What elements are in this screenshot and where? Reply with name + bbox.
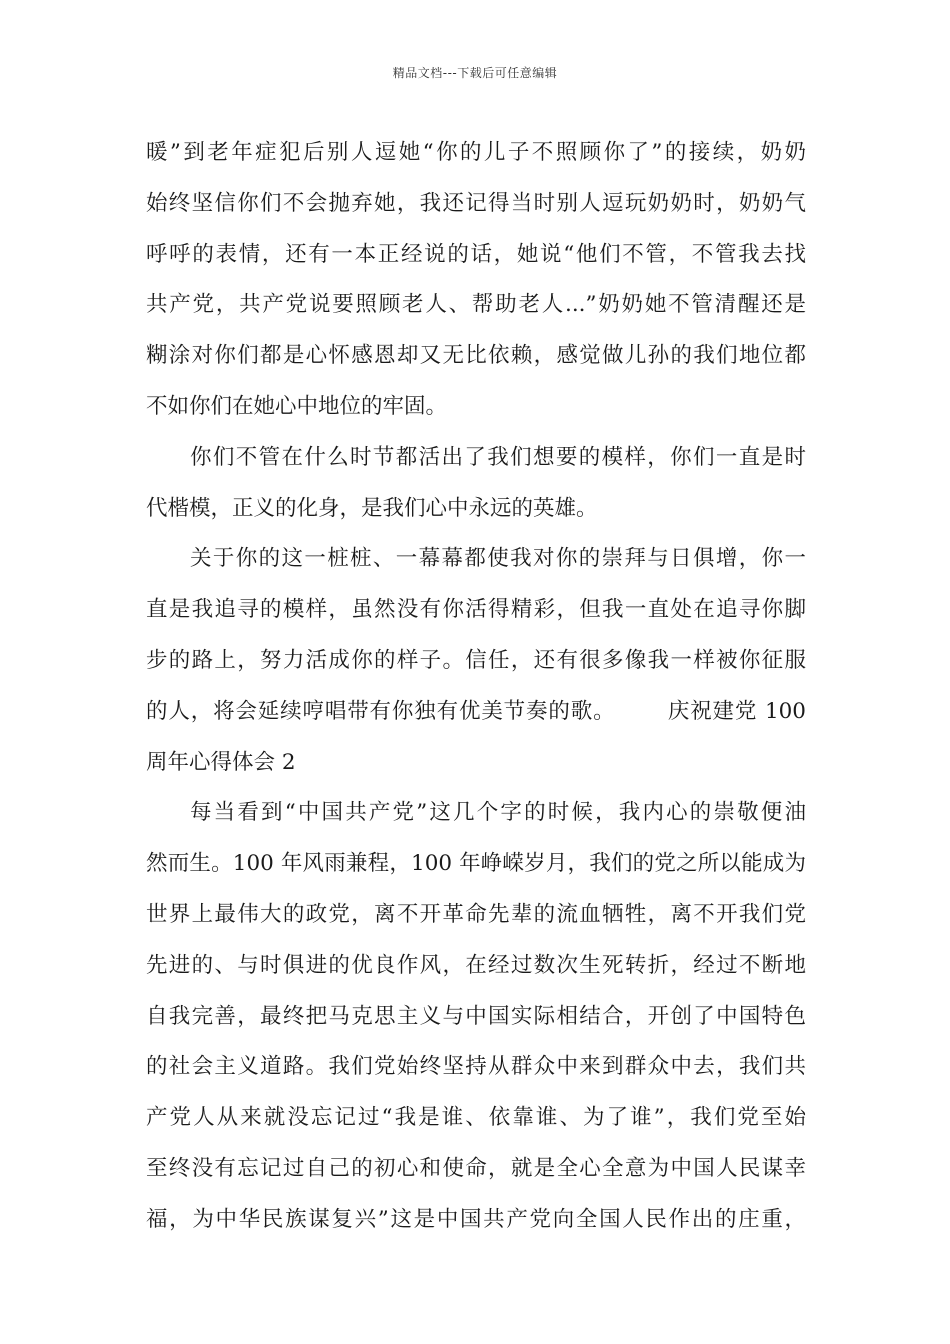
text-line: 然而生。100 年风雨兼程，100 年峥嵘岁月，我们的党之所以能成为 — [146, 851, 806, 877]
text-line: 周年心得体会 2 — [146, 749, 296, 775]
text-line: 代楷模，正义的化身，是我们心中永远的英雄。 — [146, 495, 598, 521]
text-line: 产党人从来就没忘记过“我是谁、依靠谁、为了谁”，我们党至始 — [146, 1105, 806, 1131]
text-line: 的人，将会延续哼唱带有你独有优美节奏的歌。 庆祝建党 100 — [146, 698, 806, 724]
text-line: 关于你的这一桩桩、一幕幕都使我对你的崇拜与日俱增，你一 — [190, 546, 806, 572]
text-line: 先进的、与时俱进的优良作风，在经过数次生死转折，经过不断地 — [146, 952, 806, 978]
text-line: 至终没有忘记过自己的初心和使命，就是全心全意为中国人民谋幸 — [146, 1155, 806, 1181]
text-line: 暖”到老年症犯后别人逗她“你的儿子不照顾你了”的接续，奶奶 — [146, 140, 806, 165]
text-line: 每当看到“中国共产党”这几个字的时候，我内心的崇敬便油 — [190, 800, 806, 826]
text-line: 不如你们在她心中地位的牢固。 — [146, 393, 448, 419]
page-header: 精品文档---下载后可任意编辑 — [392, 66, 558, 80]
text-line: 直是我追寻的模样，虽然没有你活得精彩，但我一直处在追寻你脚 — [146, 597, 806, 623]
text-line: 呼呼的表情，还有一本正经说的话，她说“他们不管，不管我去找 — [146, 241, 806, 267]
text-line: 始终坚信你们不会抛弃她，我还记得当时别人逗玩奶奶时，奶奶气 — [146, 190, 806, 216]
text-line: 自我完善，最终把马克思主义与中国实际相结合，开创了中国特色 — [146, 1003, 806, 1029]
body-text — [146, 128, 806, 1246]
text-line: 糊涂对你们都是心怀感恩却又无比依赖，感觉做儿孙的我们地位都 — [146, 343, 806, 369]
text-line: 你们不管在什么时节都活出了我们想要的模样，你们一直是时 — [190, 444, 806, 470]
text-line: 共产党，共产党说要照顾老人、帮助老人...”奶奶她不管清醒还是 — [146, 292, 806, 318]
text-line: 的社会主义道路。我们党始终坚持从群众中来到群众中去，我们共 — [146, 1054, 806, 1080]
text-line: 步的路上，努力活成你的样子。信任，还有很多像我一样被你征服 — [146, 647, 806, 673]
text-line: 世界上最伟大的政党，离不开革命先辈的流血牺牲，离不开我们党 — [146, 901, 806, 927]
text-line: 福，为中华民族谋复兴”这是中国共产党向全国人民作出的庄重， — [146, 1206, 806, 1232]
